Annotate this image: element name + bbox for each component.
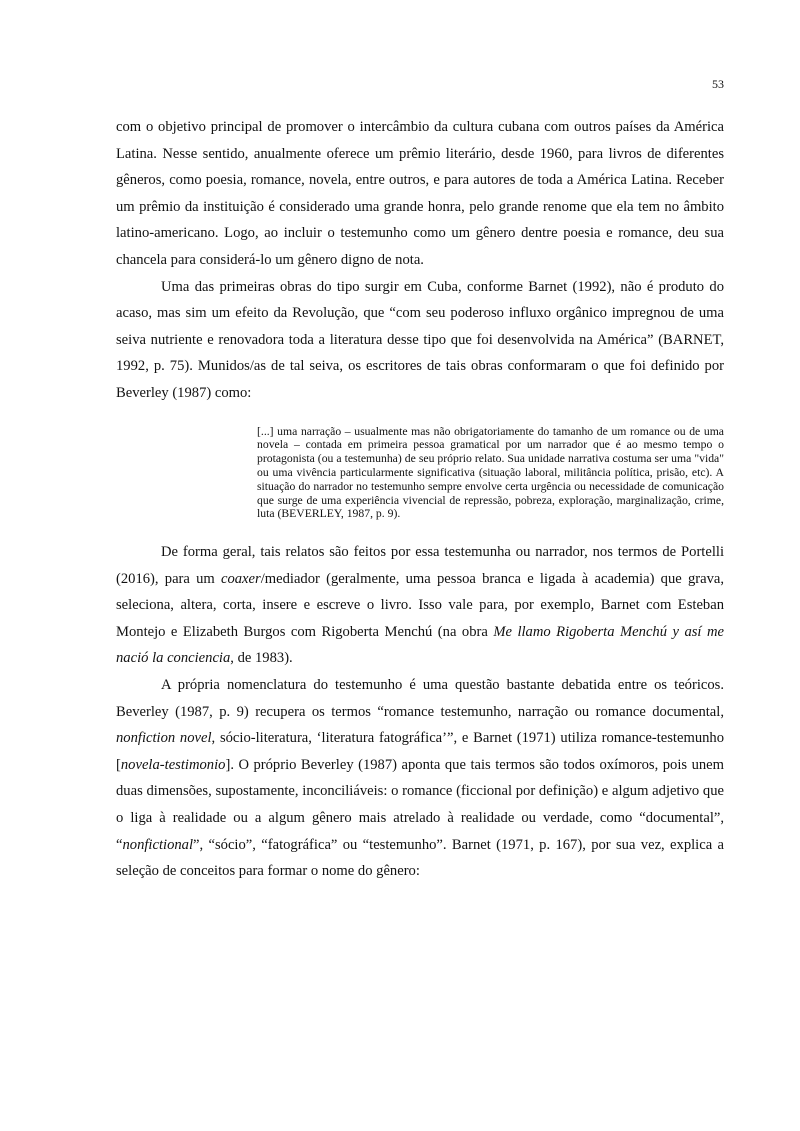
block-quote: [...] uma narração – usualmente mas não obrigatoriamente do tamanho de um romance ou de uma novela – contada em primeira pessoa gramatical por um narrador que é ao mesmo tempo o protagonista (ou a testemunha) de seu próprio relato. Sua unidade narrativa costuma ser uma "vida" ou uma vivência particularmente significativa (situação laboral, militância política, prisão, etc). A situação do narrador no testemunho sempre envolve certa urgência ou necessidade de comunicação que surge de uma experiência vivencial de repressão, pobreza, exploração, marginalização, crime, luta (BEVERLEY, 1987, p. 9). (257, 424, 724, 521)
paragraph-1: com o objetivo principal de promover o intercâmbio da cultura cubana com outros países da América Latina. Nesse sentido, anualmente oferece um prêmio literário, desde 1960, para livros de diferentes gêneros, como poesia, romance, novela, entre outros, e para autores de toda a América Latina. Receber um prêmio da instituição é considerado uma grande honra, pelo grande renome que ela tem no âmbito latino-americano. Logo, ao incluir o testemunho como um gênero dentre poesia e romance, deu sua chancela para considerá-lo um gênero digno de nota. (116, 119, 724, 268)
paragraph-2: Uma das primeiras obras do tipo surgir em Cuba, conforme Barnet (1992), não é produto do acaso, mas sim um efeito da Revolução, que “com seu poderoso influxo orgânico impregnou de uma seiva nutriente e renovadora toda a literatura desse tipo que foi desenvolvida na América” (BARNET, 1992, p. 75). Munidos/as de tal seiva, os escritores de tais obras conformaram o que foi definido por Beverley (1987) como: (116, 278, 724, 401)
paragraph-4 (116, 672, 724, 885)
paragraph-4-text-c: , sócio-literatura, ‘literatura fatográfica’”, e Barnet (1971) utiliza romance-testemunho [ (116, 730, 725, 773)
paragraph-4-text-a: A própria nomenclatura do testemunho é uma questão bastante debatida entre os teóricos. Beverley (1987, p. 9) recupera os termos “romance testemunho, narração ou romance documental, (116, 677, 724, 720)
paragraph-3-italic-coaxer: coaxer (220, 570, 261, 587)
page-number: 53 (712, 77, 724, 91)
paragraph-3-text-e: , de 1983). (230, 650, 293, 667)
paragraph-4-italic-nonfiction-novel: nonfiction novel (116, 730, 212, 747)
paragraph-4-italic-nonfictional: nonfictional (122, 836, 194, 853)
paragraph-3-text-c: /mediador (geralmente, uma pessoa branca e ligada à academia) que grava, seleciona, altera, corta, insere e escreve o livro. Isso vale para, por exemplo, Barnet com Esteban Montejo e Elizabeth Burgos com Rigoberta Menchú (na obra (116, 570, 725, 640)
page-body (116, 114, 724, 885)
paragraph-3-text-a: De forma geral, tais relatos são feitos por essa testemunha ou narrador, nos termos de Portelli (2016), para um (116, 544, 724, 587)
paragraph-3 (116, 539, 724, 672)
paragraph-3-italic-title: Me llamo Rigoberta Menchú y así me nació la conciencia (116, 623, 724, 667)
paragraph-4-text-g: ”, “sócio”, “fatográfica” ou “testemunho”. Barnet (1971, p. 167), por sua vez, explica a seleção de conceitos para formar o nome do gênero: (116, 836, 724, 880)
paragraph-4-text-e: ]. O próprio Beverley (1987) aponta que tais termos são todos oxímoros, pois unem duas dimensões, supostamente, inconciliáveis: o romance (ficcional por definição) e algum adjetivo que o liga à realidade ou a algum gênero mais atrelado à realidade ou verdade, como “documental”, “ (116, 756, 724, 853)
paragraph-4-italic-novela-testimonio: novela-testimonio (120, 756, 226, 773)
